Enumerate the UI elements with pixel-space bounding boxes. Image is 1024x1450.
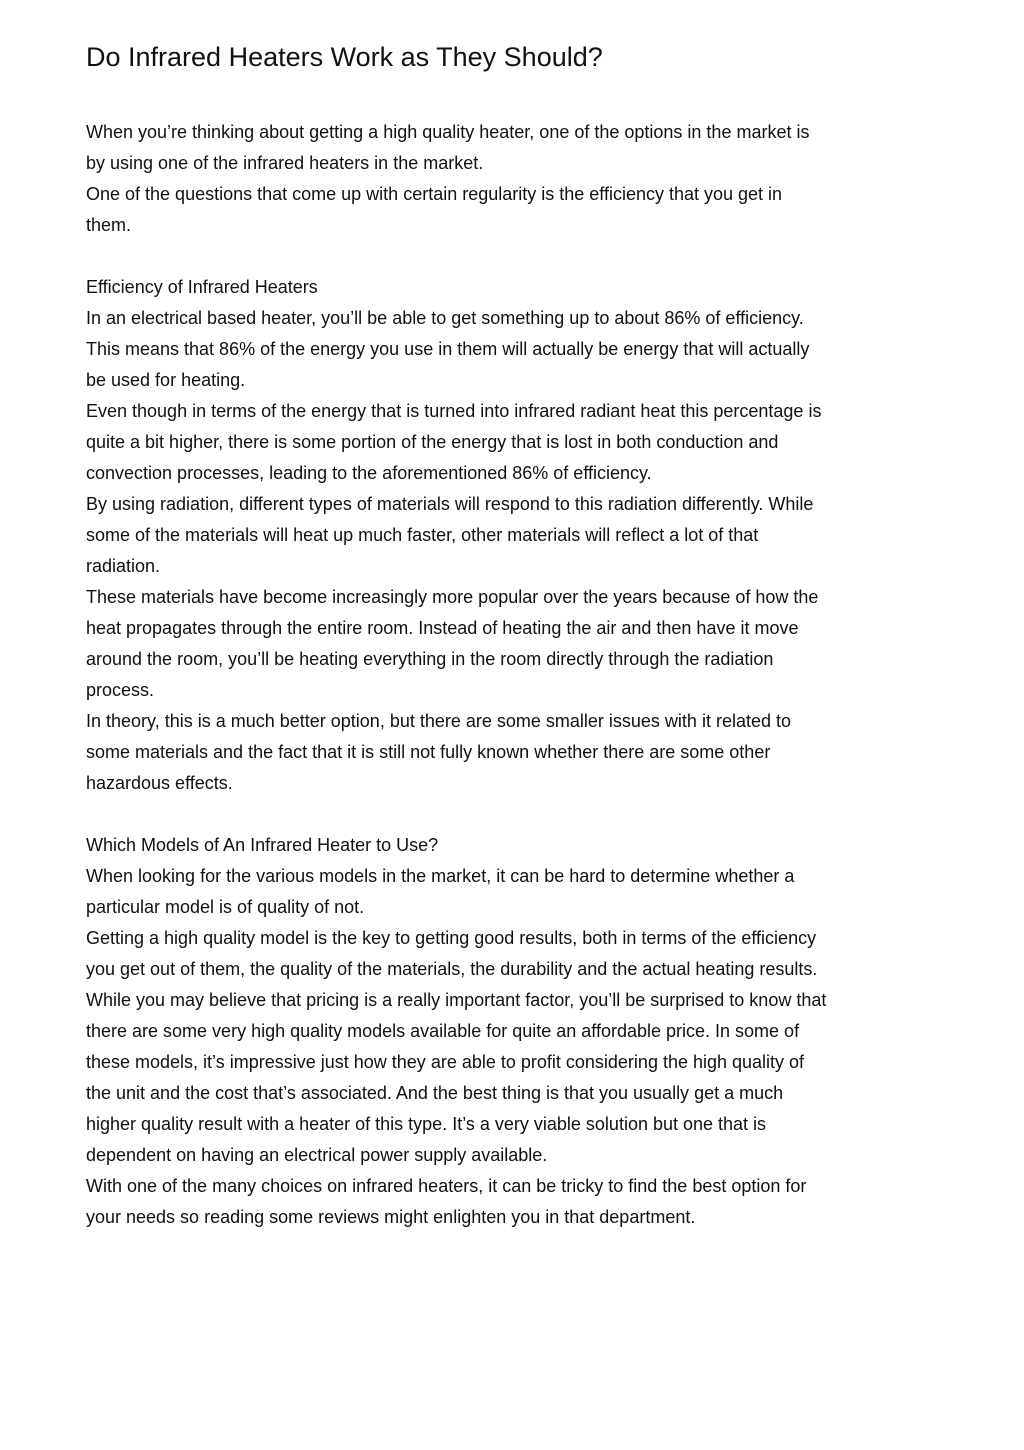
section-heading: Efficiency of Infrared Heaters <box>86 277 318 298</box>
body-line: Even though in terms of the energy that is turned into infrared radiant heat this percentage is <box>86 401 822 422</box>
document-title: Do Infrared Heaters Work as They Should? <box>86 42 603 72</box>
body-line: by using one of the infrared heaters in the market. <box>86 153 484 174</box>
body-line: be used for heating. <box>86 370 246 391</box>
body-line: you get out of them, the quality of the materials, the durability and the actual heating results. <box>86 959 818 980</box>
body-line: dependent on having an electrical power supply available. <box>86 1145 548 1166</box>
body-line: them. <box>86 215 132 236</box>
body-line: some materials and the fact that it is still not fully known whether there are some other <box>86 742 771 763</box>
section-heading: Which Models of An Infrared Heater to Use? <box>86 835 439 856</box>
body-line: These materials have become increasingly more popular over the years because of how the <box>86 587 819 608</box>
body-line: process. <box>86 680 155 701</box>
body-line: This means that 86% of the energy you use in them will actually be energy that will actually <box>86 339 810 360</box>
body-line: quite a bit higher, there is some portion of the energy that is lost in both conduction and <box>86 432 779 453</box>
body-line: With one of the many choices on infrared heaters, it can be tricky to find the best option for <box>86 1176 807 1197</box>
body-line: some of the materials will heat up much faster, other materials will reflect a lot of that <box>86 525 759 546</box>
body-line: particular model is of quality of not. <box>86 897 365 918</box>
body-line: When you’re thinking about getting a high quality heater, one of the options in the market is <box>86 122 810 143</box>
body-line: radiation. <box>86 556 161 577</box>
body-line: these models, it’s impressive just how they are able to profit considering the high quality of <box>86 1052 805 1073</box>
document-page <box>86 40 946 1233</box>
body-line: the unit and the cost that’s associated. And the best thing is that you usually get a much <box>86 1083 784 1104</box>
models-section <box>86 830 946 1233</box>
body-line: One of the questions that come up with certain regularity is the efficiency that you get in <box>86 184 783 205</box>
body-line: hazardous effects. <box>86 773 233 794</box>
body-line: heat propagates through the entire room. Instead of heating the air and then have it move <box>86 618 799 639</box>
body-line: your needs so reading some reviews might enlighten you in that department. <box>86 1207 696 1228</box>
body-line: there are some very high quality models available for quite an affordable price. In some of <box>86 1021 800 1042</box>
body-line: around the room, you’ll be heating everything in the room directly through the radiation <box>86 649 774 670</box>
intro-section <box>86 117 946 241</box>
paragraph-gap <box>86 241 946 272</box>
paragraph-gap <box>86 799 946 830</box>
body-line: higher quality result with a heater of this type. It’s a very viable solution but one that is <box>86 1114 767 1135</box>
body-line: By using radiation, different types of materials will respond to this radiation differently. While <box>86 494 814 515</box>
body-line: Getting a high quality model is the key to getting good results, both in terms of the efficiency <box>86 928 817 949</box>
body-line: convection processes, leading to the aforementioned 86% of efficiency. <box>86 463 652 484</box>
efficiency-section <box>86 272 946 799</box>
body-line: While you may believe that pricing is a really important factor, you’ll be surprised to know that <box>86 990 827 1011</box>
body-line: In theory, this is a much better option, but there are some smaller issues with it related to <box>86 711 791 732</box>
body-line: When looking for the various models in the market, it can be hard to determine whether a <box>86 866 795 887</box>
body-line: In an electrical based heater, you’ll be able to get something up to about 86% of efficiency. <box>86 308 804 329</box>
